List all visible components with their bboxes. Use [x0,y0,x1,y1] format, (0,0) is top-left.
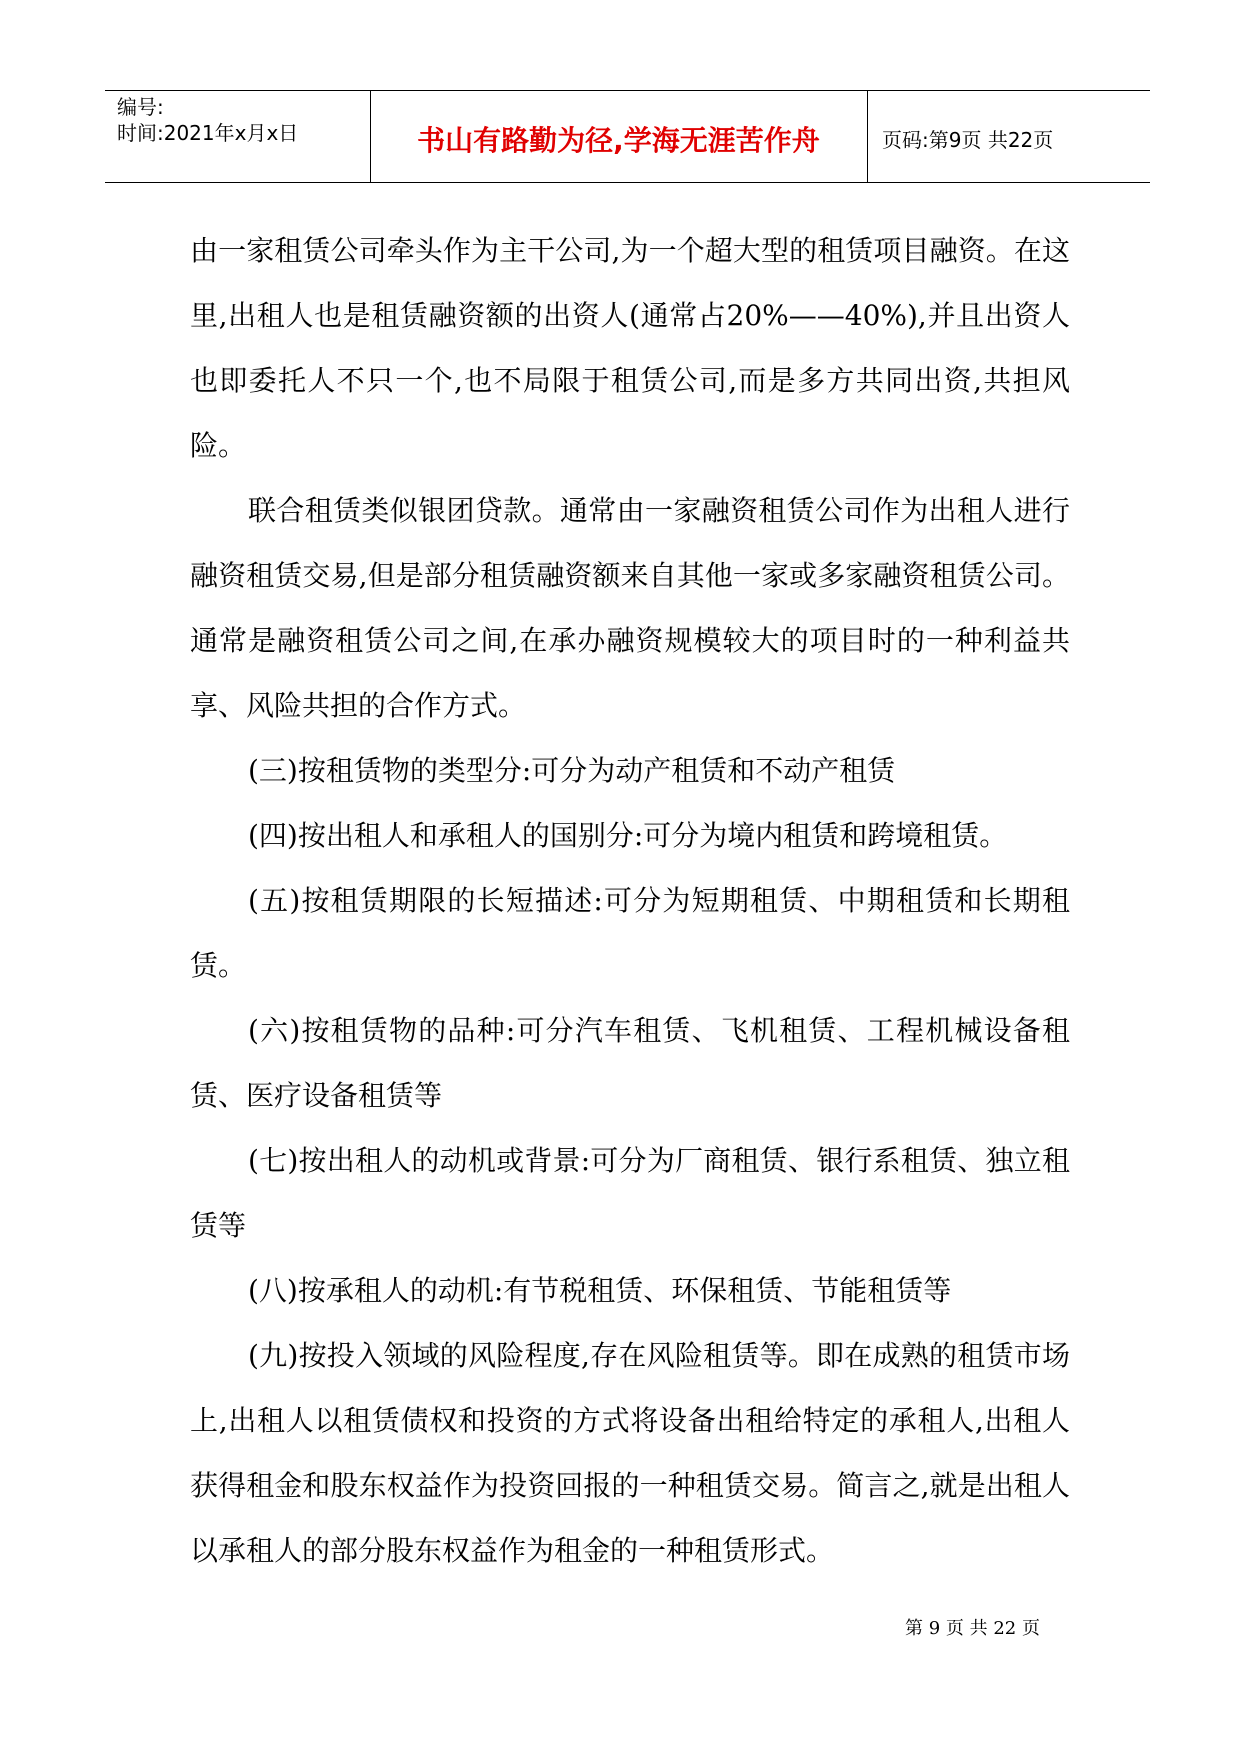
body-paragraph: (八)按承租人的动机:有节税租赁、环保租赁、节能租赁等 [248,1274,952,1307]
document-number-label: 编号: [117,95,164,119]
body-paragraph: (六)按租赁物的品种:可分汽车租赁、飞机租赁、工程机械设备租赁、医疗设备租赁等 [190,1014,1070,1112]
header-meta-cell [105,91,371,182]
body-paragraph: (三)按租赁物的类型分:可分为动产租赁和不动产租赁 [248,754,896,787]
body-paragraph: 由一家租赁公司牵头作为主干公司,为一个超大型的租赁项目融资。在这里,出租人也是租赁融资额的出资人(通常占20%——40%),并且出资人也即委托人不只一个,也不局限于租赁公司,而是多方共同出资,共担风险。 [190,234,1070,462]
body-paragraph: (九)按投入领域的风险程度,存在风险租赁等。即在成熟的租赁市场上,出租人以租赁债权和投资的方式将设备出租给特定的承租人,出租人获得租金和股东权益作为投资回报的一种租赁交易。简言之,就是出租人以承租人的部分股东权益作为租金的一种租赁形式。 [190,1339,1070,1567]
document-body [190,218,1070,1583]
page-header [105,90,1150,183]
header-page-cell [867,91,1150,182]
header-page-info: 页码:第9页 共22页 [882,128,1054,152]
document-date-label: 时间:2021年x月x日 [117,121,299,145]
body-paragraph: (五)按租赁期限的长短描述:可分为短期租赁、中期租赁和长期租赁。 [190,884,1070,982]
page-footer: 第 9 页 共 22 页 [905,1618,1040,1639]
body-paragraph: (七)按出租人的动机或背景:可分为厂商租赁、银行系租赁、独立租赁等 [190,1144,1070,1242]
header-motto-cell [370,91,868,182]
body-paragraph: (四)按出租人和承租人的国别分:可分为境内租赁和跨境租赁。 [248,819,1008,852]
body-paragraph: 联合租赁类似银团贷款。通常由一家融资租赁公司作为出租人进行融资租赁交易,但是部分租赁融资额来自其他一家或多家融资租赁公司。通常是融资租赁公司之间,在承办融资规模较大的项目时的一种利益共享、风险共担的合作方式。 [190,494,1070,722]
header-motto: 书山有路勤为径,学海无涯苦作舟 [417,124,820,157]
